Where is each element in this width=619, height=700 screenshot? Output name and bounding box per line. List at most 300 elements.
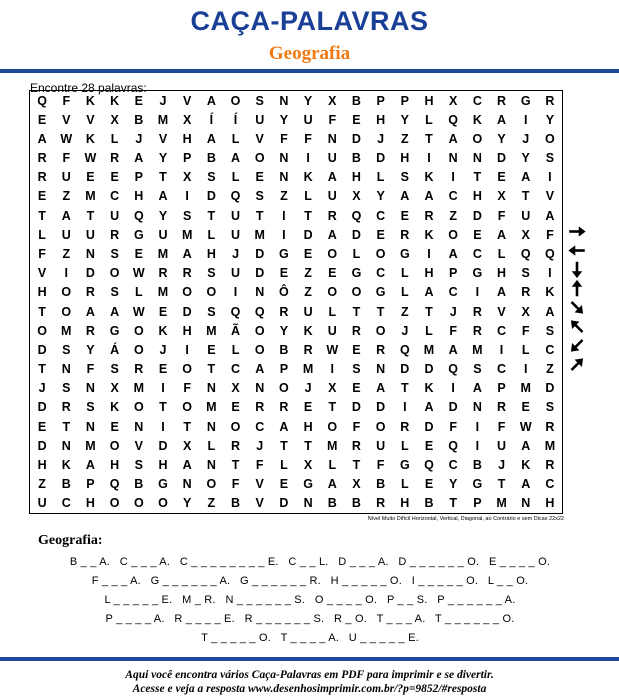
grid-cell[interactable]: U: [158, 227, 168, 242]
grid-cell[interactable]: L: [425, 323, 433, 338]
grid-cell[interactable]: G: [399, 458, 410, 473]
grid-cell[interactable]: V: [255, 131, 264, 146]
grid-cell[interactable]: V: [255, 477, 264, 492]
grid-cell[interactable]: U: [37, 496, 47, 511]
grid-cell[interactable]: C: [376, 208, 386, 223]
grid-cell[interactable]: N: [279, 93, 289, 108]
grid-cell[interactable]: B: [351, 151, 361, 166]
grid-cell[interactable]: Ã: [231, 323, 241, 338]
grid-cell[interactable]: D: [424, 362, 434, 377]
grid-cell[interactable]: Z: [62, 247, 71, 262]
grid-cell[interactable]: N: [376, 362, 386, 377]
grid-cell[interactable]: L: [207, 227, 216, 242]
grid-cell[interactable]: F: [280, 131, 288, 146]
grid-cell[interactable]: N: [85, 381, 95, 396]
grid-cell[interactable]: M: [472, 342, 483, 357]
grid-cell[interactable]: V: [86, 112, 95, 127]
grid-cell[interactable]: O: [375, 247, 386, 262]
grid-cell[interactable]: E: [134, 93, 143, 108]
grid-cell[interactable]: E: [352, 112, 361, 127]
grid-cell[interactable]: A: [472, 381, 482, 396]
grid-cell[interactable]: D: [400, 362, 410, 377]
grid-cell[interactable]: F: [38, 247, 46, 262]
grid-cell[interactable]: L: [110, 131, 119, 146]
grid-cell[interactable]: G: [375, 285, 386, 300]
grid-cell[interactable]: J: [159, 93, 167, 108]
grid-cell[interactable]: Z: [38, 477, 46, 492]
grid-cell[interactable]: H: [424, 93, 434, 108]
grid-cell[interactable]: U: [327, 189, 337, 204]
grid-cell[interactable]: Ô: [279, 285, 289, 300]
grid-cell[interactable]: F: [449, 419, 457, 434]
grid-cell[interactable]: K: [521, 458, 531, 473]
grid-cell[interactable]: L: [231, 342, 240, 357]
grid-cell[interactable]: W: [60, 131, 73, 146]
grid-cell[interactable]: L: [207, 438, 216, 453]
grid-cell[interactable]: J: [522, 131, 530, 146]
grid-cell[interactable]: A: [497, 227, 507, 242]
grid-cell[interactable]: M: [423, 342, 435, 357]
grid-cell[interactable]: B: [134, 477, 144, 492]
grid-cell[interactable]: A: [85, 304, 95, 319]
grid-cell[interactable]: A: [521, 170, 531, 185]
grid-cell[interactable]: T: [425, 304, 433, 319]
grid-cell[interactable]: C: [376, 266, 386, 281]
grid-cell[interactable]: I: [161, 381, 165, 396]
grid-cell[interactable]: I: [403, 400, 407, 415]
grid-cell[interactable]: P: [279, 362, 289, 377]
grid-cell[interactable]: R: [545, 93, 555, 108]
grid-cell[interactable]: O: [375, 323, 386, 338]
grid-cell[interactable]: Z: [546, 362, 554, 377]
grid-cell[interactable]: N: [61, 438, 71, 453]
grid-cell[interactable]: T: [86, 208, 95, 223]
grid-cell[interactable]: R: [424, 208, 434, 223]
grid-cell[interactable]: P: [134, 170, 143, 185]
grid-cell[interactable]: O: [109, 496, 120, 511]
grid-cell[interactable]: S: [110, 285, 119, 300]
grid-cell[interactable]: Q: [448, 362, 459, 377]
grid-cell[interactable]: U: [303, 304, 313, 319]
grid-cell[interactable]: A: [424, 189, 434, 204]
grid-cell[interactable]: Z: [304, 266, 312, 281]
grid-cell[interactable]: E: [86, 170, 95, 185]
grid-cell[interactable]: O: [206, 285, 217, 300]
grid-cell[interactable]: A: [521, 438, 531, 453]
grid-cell[interactable]: L: [400, 285, 409, 300]
grid-cell[interactable]: U: [61, 227, 71, 242]
grid-cell[interactable]: A: [279, 419, 289, 434]
grid-cell[interactable]: O: [109, 266, 120, 281]
grid-cell[interactable]: S: [545, 400, 555, 415]
grid-cell[interactable]: Y: [158, 208, 168, 223]
grid-cell[interactable]: H: [545, 496, 555, 511]
grid-cell[interactable]: B: [351, 93, 361, 108]
grid-cell[interactable]: A: [182, 247, 192, 262]
grid-cell[interactable]: F: [255, 458, 264, 473]
grid-cell[interactable]: D: [351, 131, 361, 146]
grid-cell[interactable]: I: [282, 227, 286, 242]
grid-cell[interactable]: A: [134, 151, 144, 166]
grid-cell[interactable]: A: [497, 112, 507, 127]
grid-cell[interactable]: C: [545, 342, 555, 357]
grid-cell[interactable]: T: [38, 208, 46, 223]
grid-cell[interactable]: P: [449, 266, 458, 281]
grid-cell[interactable]: Y: [497, 131, 506, 146]
grid-cell[interactable]: T: [304, 208, 312, 223]
grid-cell[interactable]: G: [520, 93, 531, 108]
grid-cell[interactable]: X: [521, 227, 530, 242]
grid-cell[interactable]: R: [303, 342, 313, 357]
grid-cell[interactable]: L: [231, 170, 240, 185]
grid-cell[interactable]: B: [376, 477, 386, 492]
grid-cell[interactable]: I: [523, 362, 528, 377]
grid-cell[interactable]: F: [86, 362, 95, 377]
grid-cell[interactable]: H: [376, 112, 386, 127]
grid-cell[interactable]: O: [327, 419, 338, 434]
grid-cell[interactable]: X: [352, 189, 361, 204]
grid-cell[interactable]: Í: [233, 112, 238, 127]
grid-cell[interactable]: I: [548, 170, 552, 185]
grid-cell[interactable]: L: [425, 112, 433, 127]
grid-cell[interactable]: H: [182, 323, 192, 338]
grid-cell[interactable]: O: [254, 323, 265, 338]
grid-cell[interactable]: O: [254, 151, 265, 166]
grid-cell[interactable]: R: [400, 419, 410, 434]
grid-cell[interactable]: A: [424, 285, 434, 300]
grid-cell[interactable]: N: [279, 151, 289, 166]
grid-cell[interactable]: D: [497, 151, 507, 166]
grid-cell[interactable]: Z: [400, 131, 409, 146]
grid-cell[interactable]: S: [400, 170, 409, 185]
grid-cell[interactable]: Q: [399, 342, 410, 357]
grid-cell[interactable]: N: [206, 381, 216, 396]
grid-cell[interactable]: I: [161, 419, 165, 434]
grid-cell[interactable]: C: [448, 458, 458, 473]
grid-cell[interactable]: E: [134, 247, 143, 262]
grid-cell[interactable]: C: [472, 93, 482, 108]
grid-cell[interactable]: N: [279, 170, 289, 185]
grid-cell[interactable]: X: [303, 458, 313, 473]
grid-cell[interactable]: T: [449, 496, 457, 511]
grid-cell[interactable]: K: [158, 323, 168, 338]
grid-cell[interactable]: A: [206, 131, 216, 146]
grid-cell[interactable]: K: [424, 170, 434, 185]
grid-cell[interactable]: O: [327, 247, 338, 262]
grid-cell[interactable]: T: [473, 170, 482, 185]
grid-cell[interactable]: T: [521, 189, 530, 204]
grid-cell[interactable]: J: [256, 438, 264, 453]
grid-cell[interactable]: J: [135, 131, 143, 146]
grid-cell[interactable]: F: [231, 477, 240, 492]
grid-cell[interactable]: S: [521, 266, 530, 281]
grid-cell[interactable]: S: [134, 458, 143, 473]
grid-cell[interactable]: B: [472, 458, 482, 473]
grid-cell[interactable]: H: [303, 419, 313, 434]
grid-cell[interactable]: N: [472, 400, 482, 415]
grid-cell[interactable]: K: [424, 381, 434, 396]
grid-cell[interactable]: S: [207, 266, 216, 281]
grid-cell[interactable]: V: [183, 93, 192, 108]
grid-cell[interactable]: Í: [209, 112, 214, 127]
grid-cell[interactable]: N: [521, 496, 531, 511]
grid-cell[interactable]: Y: [521, 151, 530, 166]
grid-cell[interactable]: H: [497, 266, 507, 281]
grid-cell[interactable]: J: [38, 381, 46, 396]
grid-cell[interactable]: G: [472, 477, 483, 492]
grid-cell[interactable]: A: [255, 362, 265, 377]
grid-cell[interactable]: O: [133, 342, 144, 357]
grid-cell[interactable]: E: [328, 266, 337, 281]
grid-cell[interactable]: I: [475, 285, 480, 300]
grid-cell[interactable]: A: [231, 151, 241, 166]
grid-cell[interactable]: A: [158, 189, 168, 204]
grid-cell[interactable]: O: [182, 285, 193, 300]
grid-cell[interactable]: O: [37, 323, 47, 338]
grid-cell[interactable]: J: [449, 304, 457, 319]
grid-cell[interactable]: X: [110, 381, 119, 396]
grid-cell[interactable]: L: [328, 458, 337, 473]
grid-cell[interactable]: O: [375, 419, 386, 434]
grid-cell[interactable]: L: [376, 170, 385, 185]
grid-cell[interactable]: J: [159, 342, 167, 357]
grid-cell[interactable]: Y: [183, 496, 192, 511]
grid-cell[interactable]: Q: [254, 304, 265, 319]
grid-cell[interactable]: D: [255, 266, 265, 281]
grid-cell[interactable]: B: [279, 342, 289, 357]
grid-cell[interactable]: C: [472, 247, 482, 262]
grid-cell[interactable]: E: [473, 227, 482, 242]
grid-cell[interactable]: O: [448, 227, 459, 242]
grid-cell[interactable]: R: [545, 458, 555, 473]
grid-cell[interactable]: G: [399, 247, 410, 262]
grid-cell[interactable]: P: [473, 496, 482, 511]
grid-cell[interactable]: R: [376, 496, 386, 511]
grid-cell[interactable]: L: [280, 458, 288, 473]
grid-cell[interactable]: M: [157, 247, 169, 262]
grid-cell[interactable]: P: [86, 477, 95, 492]
grid-cell[interactable]: I: [64, 266, 68, 281]
grid-cell[interactable]: Y: [279, 323, 289, 338]
grid-cell[interactable]: E: [255, 170, 264, 185]
grid-cell[interactable]: H: [37, 285, 47, 300]
grid-cell[interactable]: D: [303, 227, 313, 242]
grid-cell[interactable]: K: [424, 227, 434, 242]
grid-cell[interactable]: S: [110, 362, 119, 377]
grid-cell[interactable]: C: [231, 362, 241, 377]
grid-cell[interactable]: D: [448, 400, 458, 415]
grid-cell[interactable]: R: [327, 208, 337, 223]
grid-cell[interactable]: T: [255, 208, 264, 223]
grid-cell[interactable]: D: [37, 342, 47, 357]
grid-cell[interactable]: D: [351, 227, 361, 242]
grid-cell[interactable]: E: [37, 189, 47, 204]
grid-cell[interactable]: M: [157, 285, 169, 300]
grid-cell[interactable]: T: [376, 304, 385, 319]
grid-cell[interactable]: X: [183, 438, 192, 453]
grid-cell[interactable]: O: [182, 400, 193, 415]
grid-cell[interactable]: O: [230, 93, 241, 108]
grid-cell[interactable]: W: [84, 151, 97, 166]
grid-cell[interactable]: F: [62, 93, 71, 108]
grid-cell[interactable]: X: [110, 112, 119, 127]
grid-cell[interactable]: X: [231, 381, 240, 396]
grid-cell[interactable]: O: [230, 419, 241, 434]
grid-cell[interactable]: O: [133, 323, 144, 338]
grid-cell[interactable]: H: [85, 496, 95, 511]
grid-cell[interactable]: I: [427, 247, 431, 262]
grid-cell[interactable]: M: [327, 438, 338, 453]
grid-cell[interactable]: D: [37, 438, 47, 453]
grid-cell[interactable]: I: [185, 189, 189, 204]
grid-cell[interactable]: G: [472, 266, 483, 281]
grid-cell[interactable]: U: [255, 112, 265, 127]
grid-cell[interactable]: E: [303, 247, 313, 262]
grid-cell[interactable]: R: [376, 342, 386, 357]
grid-cell[interactable]: U: [497, 438, 507, 453]
grid-cell[interactable]: S: [110, 247, 119, 262]
grid-cell[interactable]: N: [61, 362, 71, 377]
grid-cell[interactable]: Q: [230, 304, 241, 319]
grid-cell[interactable]: E: [158, 304, 168, 319]
grid-cell[interactable]: R: [279, 400, 289, 415]
grid-cell[interactable]: W: [132, 304, 145, 319]
grid-cell[interactable]: D: [85, 266, 95, 281]
grid-cell[interactable]: Q: [133, 208, 144, 223]
grid-cell[interactable]: W: [519, 419, 532, 434]
grid-cell[interactable]: A: [61, 208, 71, 223]
grid-cell[interactable]: V: [497, 304, 506, 319]
grid-cell[interactable]: N: [85, 247, 95, 262]
grid-cell[interactable]: A: [521, 477, 531, 492]
grid-cell[interactable]: V: [134, 438, 143, 453]
grid-cell[interactable]: R: [182, 266, 192, 281]
grid-cell[interactable]: C: [448, 189, 458, 204]
grid-cell[interactable]: H: [351, 170, 361, 185]
grid-cell[interactable]: L: [134, 285, 143, 300]
grid-cell[interactable]: A: [206, 93, 216, 108]
grid-cell[interactable]: B: [231, 496, 241, 511]
grid-cell[interactable]: I: [282, 208, 286, 223]
grid-cell[interactable]: Z: [304, 285, 312, 300]
grid-cell[interactable]: S: [86, 400, 95, 415]
grid-cell[interactable]: M: [544, 438, 556, 453]
grid-cell[interactable]: T: [207, 208, 216, 223]
grid-cell[interactable]: K: [61, 458, 71, 473]
grid-cell[interactable]: R: [231, 438, 241, 453]
grid-cell[interactable]: O: [351, 285, 362, 300]
grid-cell[interactable]: O: [182, 362, 193, 377]
grid-cell[interactable]: T: [425, 131, 433, 146]
grid-cell[interactable]: E: [37, 112, 47, 127]
grid-cell[interactable]: Y: [86, 342, 95, 357]
grid-cell[interactable]: Y: [545, 112, 555, 127]
grid-cell[interactable]: D: [424, 419, 434, 434]
grid-cell[interactable]: F: [546, 227, 554, 242]
grid-cell[interactable]: X: [328, 93, 337, 108]
grid-cell[interactable]: M: [206, 400, 217, 415]
grid-cell[interactable]: R: [497, 400, 507, 415]
grid-cell[interactable]: C: [110, 189, 120, 204]
grid-cell[interactable]: P: [183, 151, 192, 166]
grid-cell[interactable]: M: [520, 381, 531, 396]
grid-cell[interactable]: U: [231, 208, 241, 223]
grid-cell[interactable]: T: [231, 458, 240, 473]
grid-cell[interactable]: R: [158, 266, 168, 281]
grid-cell[interactable]: I: [330, 362, 334, 377]
grid-cell[interactable]: L: [38, 227, 46, 242]
grid-cell[interactable]: M: [254, 227, 265, 242]
grid-cell[interactable]: J: [304, 381, 312, 396]
grid-cell[interactable]: D: [351, 400, 361, 415]
grid-cell[interactable]: J: [498, 458, 506, 473]
grid-cell[interactable]: E: [424, 438, 434, 453]
grid-cell[interactable]: F: [328, 112, 337, 127]
grid-cell[interactable]: K: [303, 323, 313, 338]
grid-cell[interactable]: N: [448, 151, 458, 166]
grid-cell[interactable]: A: [424, 400, 434, 415]
grid-cell[interactable]: R: [85, 323, 95, 338]
grid-cell[interactable]: I: [475, 419, 480, 434]
grid-cell[interactable]: E: [207, 342, 216, 357]
grid-cell[interactable]: T: [352, 304, 361, 319]
grid-cell[interactable]: E: [352, 381, 361, 396]
grid-cell[interactable]: H: [182, 131, 192, 146]
grid-cell[interactable]: C: [61, 496, 71, 511]
grid-cell[interactable]: A: [327, 227, 337, 242]
grid-cell[interactable]: L: [231, 131, 240, 146]
grid-cell[interactable]: A: [448, 131, 458, 146]
grid-cell[interactable]: L: [400, 477, 409, 492]
grid-cell[interactable]: G: [279, 247, 289, 262]
grid-cell[interactable]: T: [400, 381, 409, 396]
grid-cell[interactable]: Z: [280, 189, 288, 204]
grid-cell[interactable]: J: [232, 247, 240, 262]
grid-cell[interactable]: C: [497, 323, 507, 338]
grid-cell[interactable]: D: [37, 400, 47, 415]
grid-cell[interactable]: S: [183, 208, 192, 223]
grid-cell[interactable]: M: [85, 438, 96, 453]
grid-cell[interactable]: S: [207, 304, 216, 319]
grid-cell[interactable]: O: [158, 496, 168, 511]
grid-cell[interactable]: A: [448, 342, 458, 357]
grid-cell[interactable]: L: [400, 438, 409, 453]
grid-cell[interactable]: W: [326, 342, 339, 357]
grid-cell[interactable]: X: [521, 304, 530, 319]
grid-cell[interactable]: N: [255, 285, 265, 300]
grid-cell[interactable]: M: [496, 496, 507, 511]
grid-cell[interactable]: F: [497, 419, 506, 434]
grid-cell[interactable]: F: [449, 323, 457, 338]
grid-cell[interactable]: I: [185, 342, 189, 357]
grid-cell[interactable]: Q: [545, 247, 555, 262]
grid-cell[interactable]: L: [328, 304, 337, 319]
grid-cell[interactable]: P: [376, 93, 385, 108]
grid-cell[interactable]: R: [351, 323, 361, 338]
grid-cell[interactable]: Q: [448, 112, 459, 127]
grid-cell[interactable]: R: [472, 323, 482, 338]
grid-cell[interactable]: Q: [230, 189, 241, 204]
grid-cell[interactable]: R: [134, 362, 144, 377]
grid-cell[interactable]: M: [157, 112, 169, 127]
grid-cell[interactable]: R: [61, 400, 71, 415]
grid-cell[interactable]: E: [424, 477, 434, 492]
grid-cell[interactable]: G: [109, 323, 120, 338]
grid-cell[interactable]: T: [280, 438, 288, 453]
grid-cell[interactable]: N: [303, 496, 313, 511]
grid-cell[interactable]: E: [376, 227, 385, 242]
grid-cell[interactable]: E: [231, 400, 240, 415]
